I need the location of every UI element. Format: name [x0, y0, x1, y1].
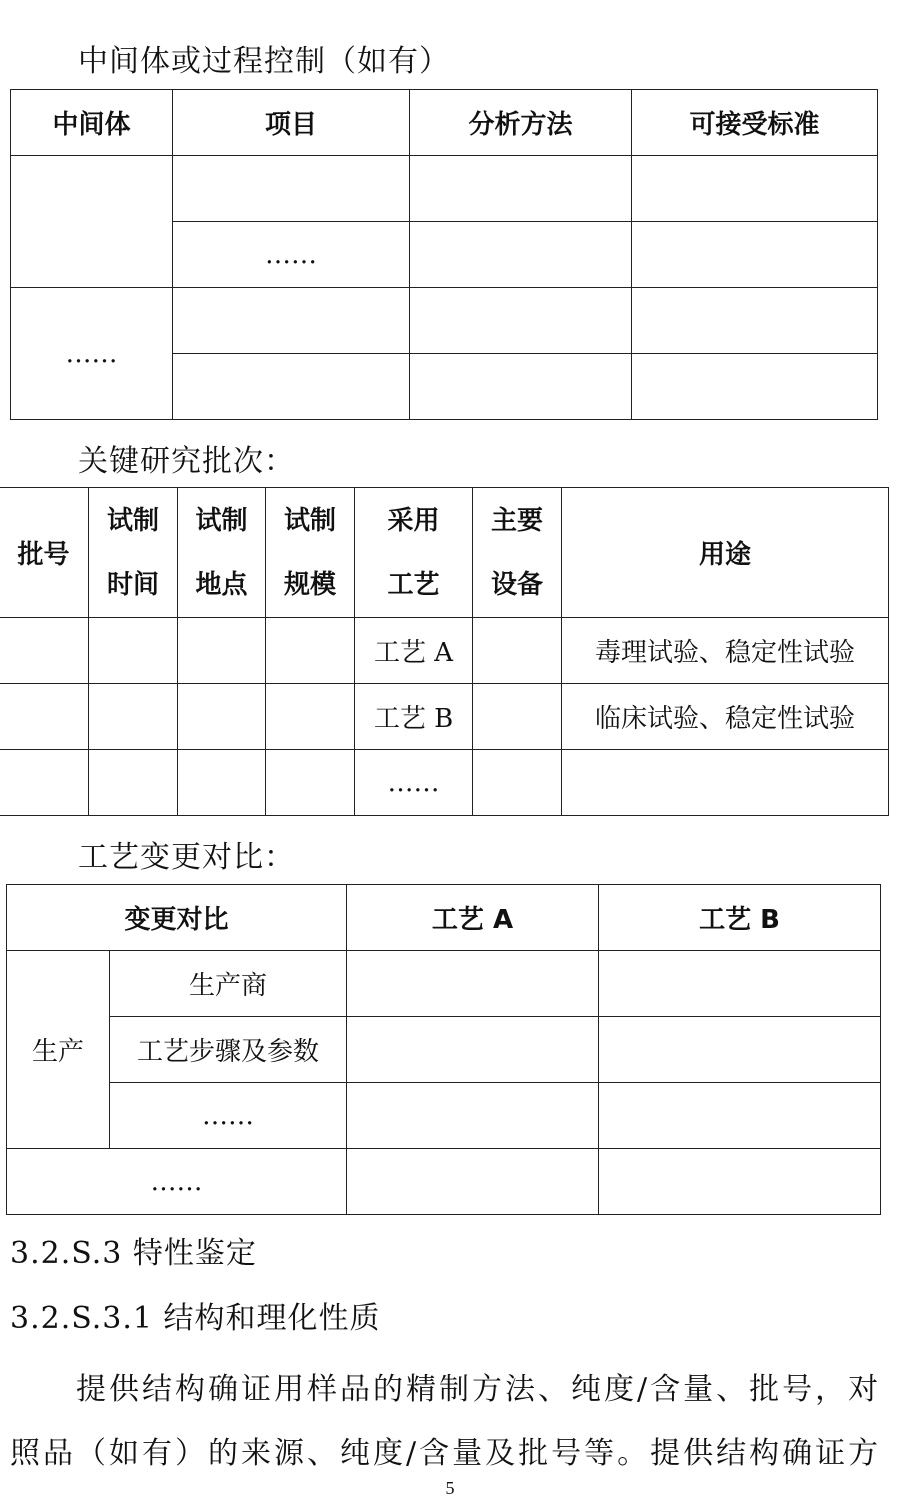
process-compare-table [6, 884, 881, 1215]
header-process-a: 工艺 A [347, 885, 599, 951]
header-batch-no: 批号 [0, 488, 89, 618]
table-cell [632, 222, 878, 288]
group-label-production: 生产 [7, 951, 110, 1149]
header-trial-scale: 试制 规模 [266, 488, 355, 618]
header-criteria: 可接受标准 [632, 90, 878, 156]
section-heading-3-2-s-3-1: 3.2.S.3.1 结构和理化性质 [10, 1301, 381, 1336]
table-cell [173, 354, 410, 420]
header-intermediate: 中间体 [11, 90, 173, 156]
batches-table [0, 487, 889, 816]
heading-batches: 关键研究批次： [78, 444, 295, 479]
process-cell: …… [355, 750, 473, 816]
header-use: 用途 [562, 488, 889, 618]
heading-intermediate: 中间体或过程控制（如有） [78, 44, 450, 79]
table-cell [11, 156, 173, 288]
sub-item-ellipsis: …… [110, 1083, 347, 1149]
table-row [0, 618, 889, 684]
sub-item-manufacturer: 生产商 [110, 951, 347, 1017]
table-row [0, 750, 889, 816]
table-cell [410, 156, 632, 222]
process-cell: 工艺 A [355, 618, 473, 684]
table-cell [173, 288, 410, 354]
table-cell [632, 288, 878, 354]
header-process: 采用 工艺 [355, 488, 473, 618]
header-process-b: 工艺 B [599, 885, 881, 951]
header-compare: 变更对比 [7, 885, 347, 951]
table-cell [410, 354, 632, 420]
header-trial-place: 试制 地点 [178, 488, 266, 618]
table-cell-ellipsis: …… [11, 288, 173, 420]
table-cell-ellipsis: …… [173, 222, 410, 288]
table-cell [410, 222, 632, 288]
page-number: 5 [445, 1478, 455, 1498]
table-cell [632, 354, 878, 420]
header-equipment: 主要 设备 [473, 488, 562, 618]
header-item: 项目 [173, 90, 410, 156]
table-row [0, 684, 889, 750]
use-cell: 毒理试验、稳定性试验 [562, 618, 889, 684]
table-cell [410, 288, 632, 354]
heading-compare: 工艺变更对比： [78, 840, 295, 875]
intermediate-table [10, 89, 878, 420]
body-paragraph: 提供结构确证用样品的精制方法、纯度/含量、批号，对照品（如有）的来源、纯度/含量及批号等。提供结构确证方 [10, 1372, 882, 1471]
table-cell [173, 156, 410, 222]
header-trial-time: 试制 时间 [89, 488, 178, 618]
sub-item-steps: 工艺步骤及参数 [110, 1017, 347, 1083]
section-heading-3-2-s-3: 3.2.S.3 特性鉴定 [10, 1236, 257, 1271]
header-method: 分析方法 [410, 90, 632, 156]
use-cell: 临床试验、稳定性试验 [562, 684, 889, 750]
process-cell: 工艺 B [355, 684, 473, 750]
use-cell [562, 750, 889, 816]
last-row-ellipsis: …… [7, 1149, 347, 1215]
table-cell [632, 156, 878, 222]
